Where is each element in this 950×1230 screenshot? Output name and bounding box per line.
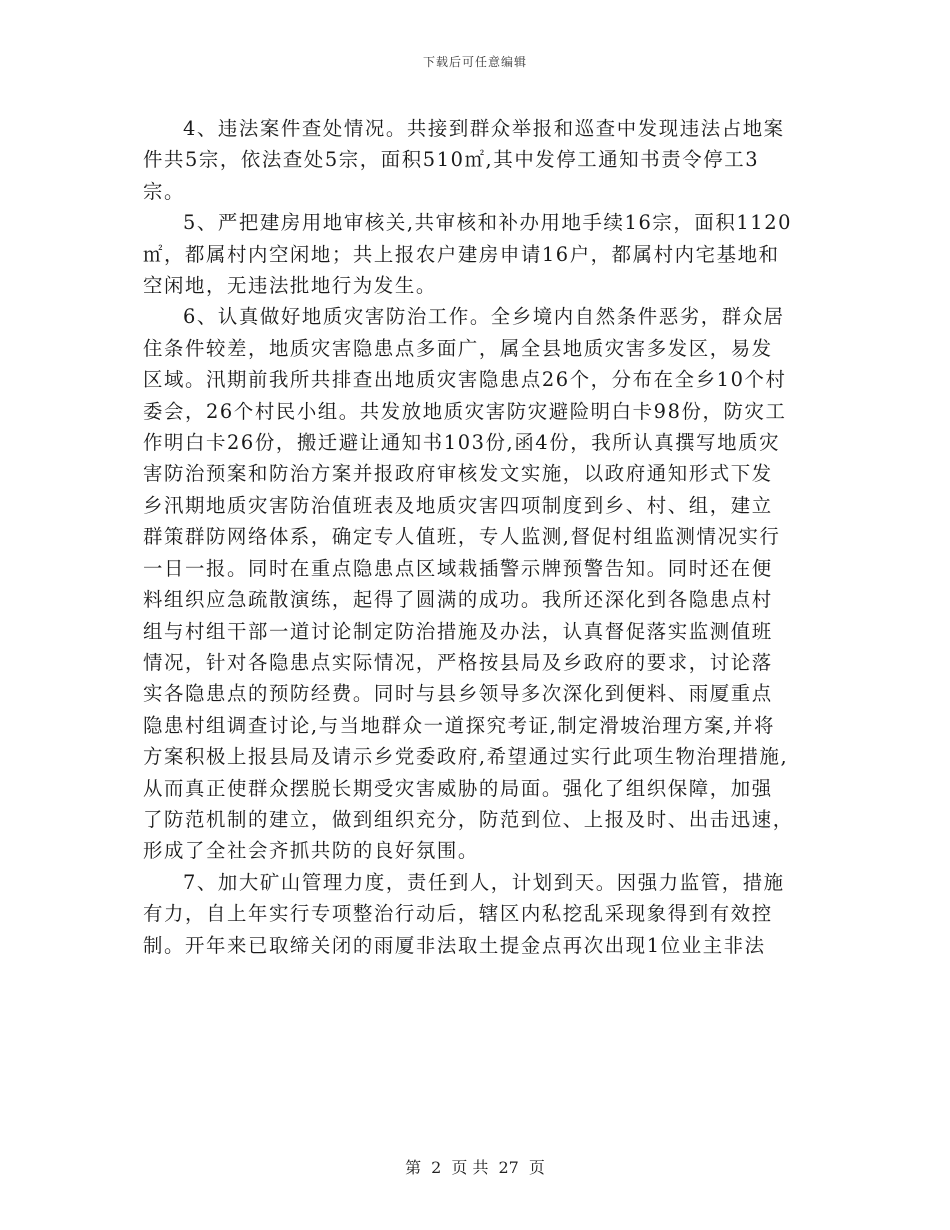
text-line: 宗。	[143, 179, 185, 203]
paragraph-item-5	[143, 207, 807, 301]
text-line: 住条件较差，地质灾害隐患点多面广，属全县地质灾害多发区，易发	[143, 336, 773, 360]
text-line: 害防治预案和防治方案并报政府审核发文实施，以政府通知形式下发	[143, 462, 773, 486]
footer-middle: 页 共	[451, 1158, 489, 1177]
text-line: 制。开年来已取缔关闭的雨厦非法取土提金点再次出现1位业主非法	[143, 933, 766, 957]
paragraph-item-7	[143, 867, 807, 961]
footer-prefix: 第	[405, 1158, 422, 1177]
text-line: 作明白卡26份，搬迁避让通知书103份,函4份，我所认真撰写地质灾	[143, 431, 781, 455]
text-line: 方案积极上报县局及请示乡党委政府,希望通过实行此项生物治理措施,	[143, 745, 789, 769]
text-line: 组与村组干部一道讨论制定防治措施及办法，认真督促落实监测值班	[143, 619, 773, 643]
total-pages: 27	[498, 1158, 519, 1177]
text-line: 委会，26个村民小组。共发放地质灾害防灾避险明白卡98份，防灾工	[143, 399, 787, 423]
text-line: 件共5宗，依法查处5宗，面积510㎡,其中发停工通知书责令停工3	[143, 148, 760, 172]
text-line: ㎡，都属村内空闲地；共上报农户建房申请16户，都属村内宅基地和	[143, 242, 780, 266]
text-line: 4、违法案件查处情况。共接到群众举报和巡查中发现违法占地案	[183, 117, 785, 140]
text-line: 空闲地，无违法批地行为发生。	[143, 274, 437, 298]
text-line: 料组织应急疏散演练，起得了圆满的成功。我所还深化到各隐患点村	[143, 588, 773, 612]
text-line: 7、加大矿山管理力度，责任到人，计划到天。因强力监管，措施	[183, 870, 785, 894]
page-number: 2	[431, 1158, 442, 1177]
paragraph-item-4	[143, 113, 807, 207]
text-line: 了防范机制的建立，做到组织充分，防范到位、上报及时、出击迅速，	[143, 807, 794, 831]
text-line: 有力，自上年实行专项整治行动后，辖区内私挖乱采现象得到有效控	[143, 902, 773, 926]
text-line: 一日一报。同时在重点隐患点区域栽插警示牌预警告知。同时还在便	[143, 556, 773, 580]
text-line: 6、认真做好地质灾害防治工作。全乡境内自然条件恶劣，群众居	[183, 305, 785, 329]
text-line: 5、严把建房用地审核关,共审核和补办用地手续16宗，面积1120	[183, 211, 793, 235]
text-line: 情况，针对各隐患点实际情况，严格按县局及乡政府的要求，讨论落	[143, 650, 773, 674]
document-body	[143, 113, 807, 961]
text-line: 形成了全社会齐抓共防的良好氛围。	[143, 839, 479, 863]
page-header: 下载后可任意编辑	[422, 55, 527, 69]
text-line: 区域。汛期前我所共排查出地质灾害隐患点26个，分布在全乡10个村	[143, 368, 787, 392]
text-line: 从而真正使群众摆脱长期受灾害威胁的局面。强化了组织保障，加强	[143, 776, 773, 800]
page-footer	[0, 1155, 950, 1178]
text-line: 隐患村组调查讨论,与当地群众一道探究考证,制定滑坡治理方案,并将	[143, 713, 776, 737]
text-line: 实各隐患点的预防经费。同时与县乡领导多次深化到便料、雨厦重点	[143, 682, 773, 706]
footer-suffix: 页	[528, 1158, 545, 1177]
text-line: 群策群防网络体系，确定专人值班，专人监测,督促村组监测情况实行	[143, 525, 781, 549]
paragraph-item-6	[143, 301, 807, 866]
text-line: 乡汛期地质灾害防治值班表及地质灾害四项制度到乡、村、组，建立	[143, 493, 773, 517]
